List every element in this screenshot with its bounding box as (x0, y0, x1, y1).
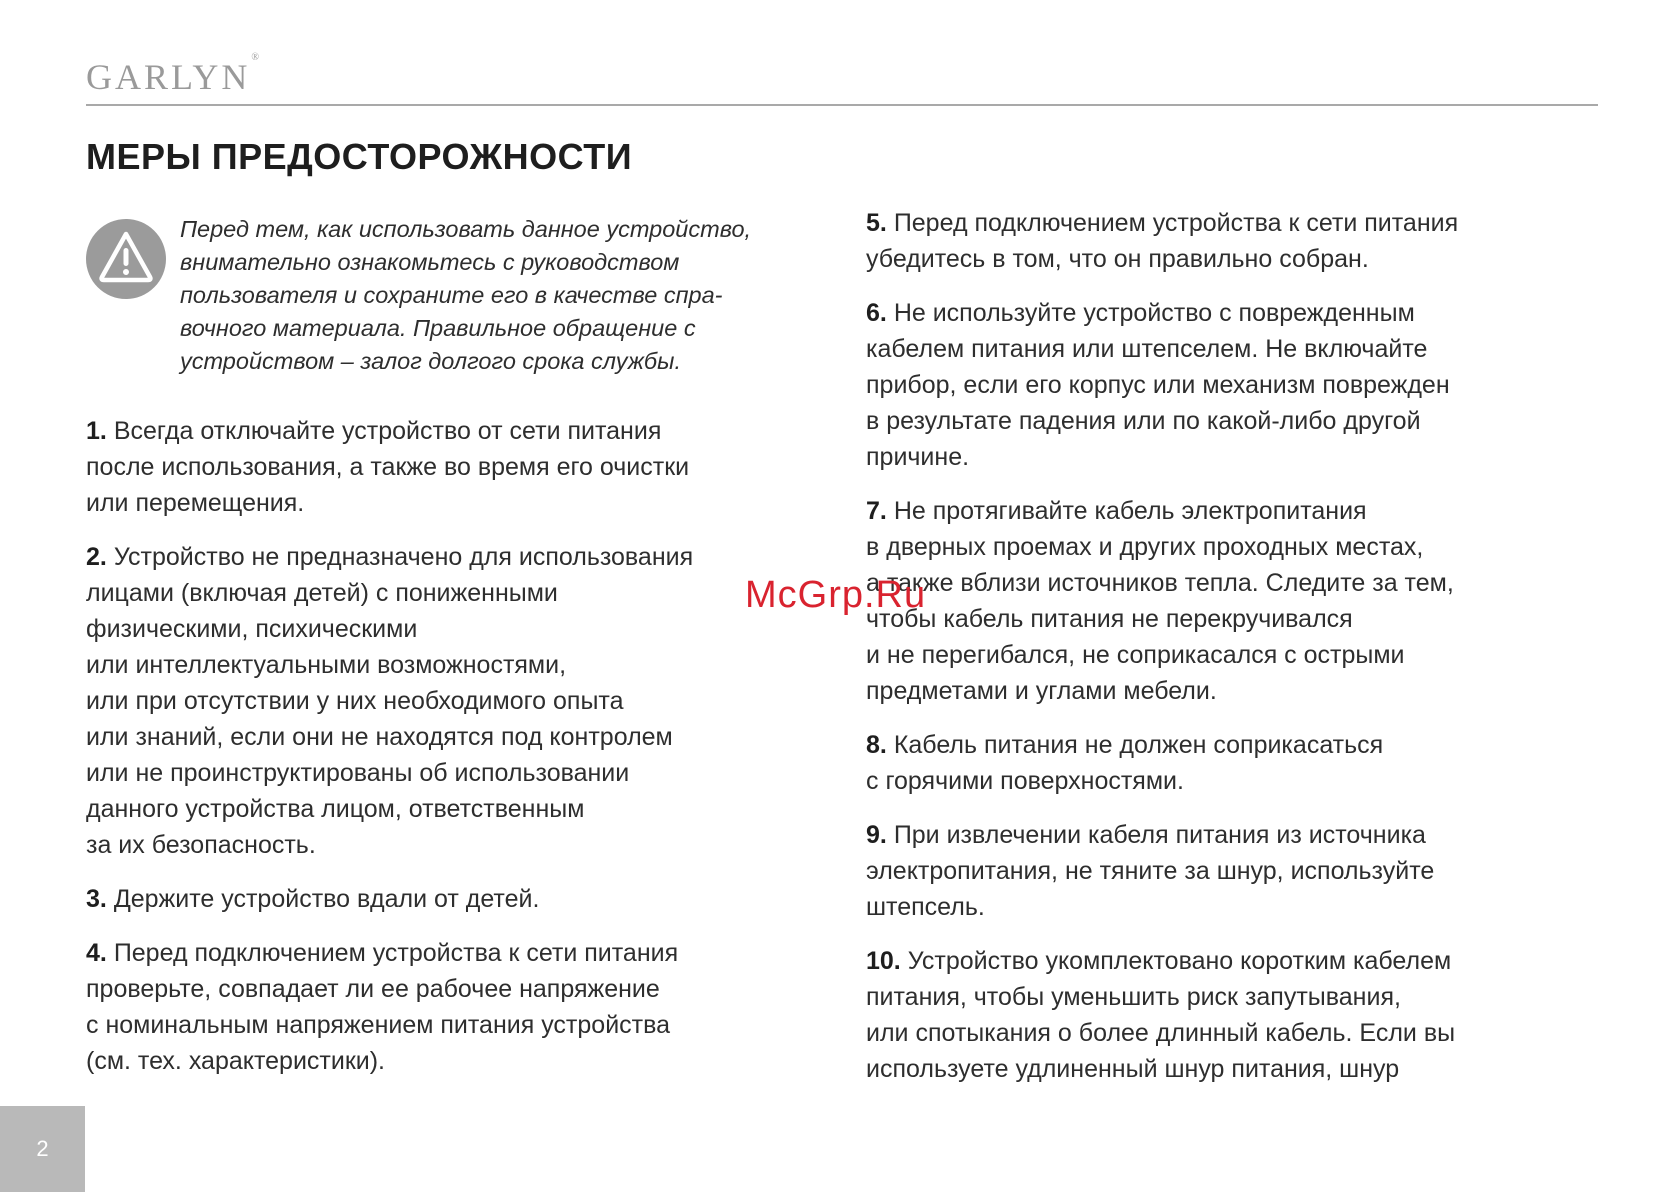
precaution-item (86, 539, 816, 863)
item-number: 5. (866, 209, 887, 237)
item-line: чтобы кабель питания не перекручивался (866, 605, 1353, 633)
item-line: Устройство не предназначено для использования (113, 543, 694, 571)
item-line: или при отсутствии у них необходимого опыта (86, 687, 624, 715)
item-line: электропитания, не тяните за шнур, используйте (866, 857, 1435, 885)
intro-line: устройством – залог долгого срока службы. (180, 348, 681, 374)
item-number: 1. (86, 417, 107, 445)
item-line: Перед подключением устройства к сети питания (113, 939, 679, 967)
item-line: Перед подключением устройства к сети питания (893, 209, 1459, 237)
item-line: При извлечении кабеля питания из источника (893, 821, 1426, 849)
item-line: или не проинструктированы об использовании (86, 759, 630, 787)
item-line: с горячими поверхностями. (866, 767, 1184, 795)
page-number-box (0, 1106, 85, 1192)
page-number: 2 (36, 1136, 49, 1161)
brand-logo (86, 52, 259, 98)
precaution-item (866, 205, 1586, 277)
item-line: или интеллектуальными возможностями, (86, 651, 567, 679)
item-line: данного устройства лицом, ответственным (86, 795, 585, 823)
item-line: физическими, психическими (86, 615, 418, 643)
intro-line: пользователя и сохраните его в качестве спра- (180, 282, 723, 308)
item-number: 10. (866, 947, 901, 975)
item-line: Не протягивайте кабель электропитания (893, 497, 1367, 525)
item-number: 3. (86, 885, 107, 913)
item-line: питания, чтобы уменьшить риск запутывания, (866, 983, 1401, 1011)
precaution-item (866, 295, 1586, 475)
item-line: а также вблизи источников тепла. Следите за тем, (866, 569, 1454, 597)
intro-line: внимательно ознакомьтесь с руководством (180, 249, 680, 275)
item-line: причине. (866, 443, 970, 471)
right-column (866, 205, 1586, 1105)
precaution-item (866, 817, 1586, 925)
item-line: или перемещения. (86, 489, 305, 517)
item-line: за их безопасность. (86, 831, 316, 859)
item-line: Держите устройство вдали от детей. (113, 885, 540, 913)
precaution-item (86, 881, 816, 917)
warning-triangle-icon (86, 219, 166, 299)
item-line: кабелем питания или штепселем. Не включайте (866, 335, 1428, 363)
item-number: 8. (866, 731, 887, 759)
item-line: прибор, если его корпус или механизм поврежден (866, 371, 1450, 399)
item-number: 4. (86, 939, 107, 967)
precaution-item (866, 727, 1586, 799)
page-title: МЕРЫ ПРЕДОСТОРОЖНОСТИ (86, 136, 633, 177)
item-line: Устройство укомплектовано коротким кабелем (907, 947, 1452, 975)
item-line: (см. тех. характеристики). (86, 1047, 385, 1075)
item-line: или знаний, если они не находятся под контролем (86, 723, 673, 751)
item-line: или спотыкания о более длинный кабель. Если вы (866, 1019, 1456, 1047)
item-line: используете удлиненный шнур питания, шнур (866, 1055, 1400, 1083)
item-line: после использования, а также во время его очистки (86, 453, 690, 481)
item-line: в дверных проемах и других проходных местах, (866, 533, 1424, 561)
item-line: Всегда отключайте устройство от сети питания (113, 417, 662, 445)
item-number: 9. (866, 821, 887, 849)
item-line: с номинальным напряжением питания устройства (86, 1011, 671, 1039)
item-line: проверьте, совпадает ли ее рабочее напряжение (86, 975, 660, 1003)
item-number: 6. (866, 299, 887, 327)
intro-line: вочного материала. Правильное обращение с (180, 315, 696, 341)
item-line: предметами и углами мебели. (866, 677, 1217, 705)
item-line: Не используйте устройство с поврежденным (893, 299, 1415, 327)
item-line: Кабель питания не должен соприкасаться (893, 731, 1384, 759)
item-line: в результате падения или по какой-либо другой (866, 407, 1421, 435)
item-line: убедитесь в том, что он правильно собран. (866, 245, 1369, 273)
left-column (86, 413, 816, 1097)
item-line: лицами (включая детей) с пониженными (86, 579, 558, 607)
item-number: 2. (86, 543, 107, 571)
precaution-item (866, 943, 1586, 1087)
brand-name: GARLYN (86, 57, 251, 97)
registered-mark: ® (251, 52, 259, 63)
item-line: штепсель. (866, 893, 985, 921)
item-line: и не перегибался, не соприкасался с острыми (866, 641, 1405, 669)
intro-line: Перед тем, как использовать данное устройство, (180, 216, 752, 242)
header-divider (86, 104, 1598, 106)
watermark-text: McGrp.Ru (745, 574, 927, 616)
precaution-item (86, 413, 816, 521)
item-number: 7. (866, 497, 887, 525)
precaution-item (86, 935, 816, 1079)
intro-paragraph (180, 213, 820, 378)
precaution-item (866, 493, 1586, 709)
